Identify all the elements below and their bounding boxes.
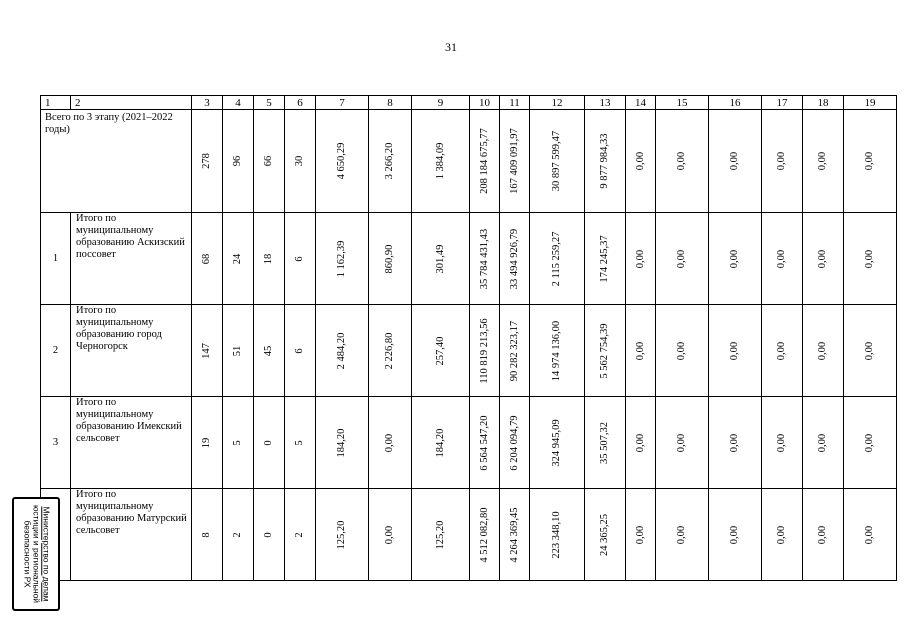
column-number-cell: 7 [316, 96, 369, 110]
value-cell [369, 397, 412, 489]
value-text: 0,00 [817, 433, 828, 452]
row-index: 3 [41, 397, 71, 489]
column-number-cell: 12 [530, 96, 585, 110]
value-text: 6 204 094,79 [508, 414, 520, 471]
value-text: 0,00 [864, 341, 875, 360]
value-text: 35 507,32 [599, 421, 610, 464]
value-cell [762, 305, 803, 397]
value-text: 5 [294, 439, 305, 446]
value-text: 0,00 [676, 249, 687, 268]
value-text: 4 650,29 [336, 142, 347, 180]
value-text: 110 819 213,56 [478, 317, 490, 384]
value-text: 174 245,37 [599, 234, 610, 283]
column-number-cell: 8 [369, 96, 412, 110]
value-cell [412, 397, 470, 489]
value-text: 257,40 [434, 336, 446, 365]
ministry-stamp [12, 497, 60, 611]
value-cell [803, 213, 844, 305]
value-text: 184,20 [434, 428, 446, 457]
column-number-cell: 6 [285, 96, 316, 110]
value-cell [192, 397, 223, 489]
value-text: 0,00 [776, 525, 787, 544]
value-text: 35 784 431,43 [478, 228, 490, 289]
value-cell [803, 110, 844, 213]
value-text: 0,00 [729, 151, 740, 171]
value-cell [803, 489, 844, 581]
value-cell [626, 305, 656, 397]
column-number-cell: 19 [844, 96, 897, 110]
value-text: 24 [232, 253, 243, 264]
value-text: 96 [232, 155, 243, 167]
value-cell [192, 305, 223, 397]
value-text: 0,00 [634, 249, 646, 268]
row-name: Итого по муниципальному образованию Аскизский поссовет [71, 213, 192, 305]
value-text: 0,00 [729, 433, 740, 452]
value-text: 6 [294, 347, 305, 354]
value-cell [844, 305, 897, 397]
value-cell [762, 213, 803, 305]
value-text: 0,00 [817, 525, 828, 544]
value-text: 0,00 [817, 249, 828, 268]
value-cell [369, 213, 412, 305]
value-text: 278 [201, 153, 212, 169]
value-cell [762, 110, 803, 213]
value-cell [709, 489, 762, 581]
value-cell [626, 110, 656, 213]
value-text: 0,00 [676, 341, 687, 360]
value-cell [412, 305, 470, 397]
value-cell [254, 489, 285, 581]
value-text: 147 [201, 342, 212, 359]
value-cell [844, 397, 897, 489]
value-text: 8 [201, 531, 212, 538]
column-number-cell: 3 [192, 96, 223, 110]
value-cell [285, 110, 316, 213]
value-cell [585, 489, 626, 581]
value-cell [254, 213, 285, 305]
value-text: 0,00 [729, 341, 740, 360]
value-cell [254, 110, 285, 213]
value-text: 18 [263, 253, 274, 264]
value-text: 184,20 [336, 428, 347, 457]
value-cell [223, 110, 254, 213]
value-text: 4 512 082,80 [478, 506, 490, 563]
value-text: 9 877 984,33 [599, 133, 610, 189]
value-text: 90 282 323,17 [508, 320, 520, 381]
value-cell [709, 397, 762, 489]
value-text: 223 348,10 [551, 510, 562, 559]
value-cell [762, 397, 803, 489]
table-row [41, 305, 897, 397]
value-text: 2 [294, 531, 305, 538]
value-text: 0,00 [729, 249, 740, 268]
value-cell [500, 305, 530, 397]
value-text: 301,49 [434, 244, 446, 273]
value-cell [656, 489, 709, 581]
value-cell [254, 305, 285, 397]
value-cell [316, 489, 369, 581]
value-cell [585, 305, 626, 397]
value-cell [803, 305, 844, 397]
budget-table [40, 95, 897, 581]
header-row [41, 96, 897, 110]
value-cell [285, 213, 316, 305]
value-cell [762, 489, 803, 581]
value-cell [254, 397, 285, 489]
value-text: 0,00 [676, 433, 687, 452]
value-cell [844, 489, 897, 581]
total-label: Всего по 3 этапу (2021–2022 годы) [41, 110, 192, 213]
value-text: 14 974 136,00 [551, 320, 562, 381]
value-cell [500, 110, 530, 213]
value-cell [470, 305, 500, 397]
value-cell [844, 213, 897, 305]
row-name: Итого по муниципальному образованию Имекский сельсовет [71, 397, 192, 489]
value-text: 1 162,39 [336, 240, 347, 277]
value-cell [500, 489, 530, 581]
value-cell [192, 110, 223, 213]
value-cell [316, 213, 369, 305]
value-text: 0,00 [729, 525, 740, 544]
value-cell [709, 110, 762, 213]
value-text: 45 [263, 345, 274, 356]
value-cell [709, 213, 762, 305]
row-name: Итого по муниципальному образованию Матурский сельсовет [71, 489, 192, 581]
value-cell [585, 213, 626, 305]
value-text: 2 [232, 531, 243, 538]
value-text: 208 184 675,77 [478, 128, 490, 194]
value-text: 125,20 [336, 520, 347, 549]
value-text: 0,00 [864, 249, 875, 268]
table-row [41, 397, 897, 489]
value-text: 1 384,09 [434, 142, 446, 180]
column-number-cell: 17 [762, 96, 803, 110]
value-text: 860,90 [384, 244, 395, 273]
column-number-cell: 11 [500, 96, 530, 110]
value-text: 33 494 926,79 [508, 228, 520, 289]
row-name: Итого по муниципальному образованию город Черногорск [71, 305, 192, 397]
column-number-cell: 9 [412, 96, 470, 110]
value-cell [500, 397, 530, 489]
value-cell [709, 305, 762, 397]
value-cell [369, 489, 412, 581]
value-cell [656, 305, 709, 397]
value-cell [626, 397, 656, 489]
value-cell [316, 110, 369, 213]
value-cell [223, 305, 254, 397]
value-text: 0,00 [776, 341, 787, 360]
value-cell [316, 397, 369, 489]
value-cell [585, 397, 626, 489]
page-number: 31 [445, 40, 457, 54]
value-text: 66 [263, 155, 274, 167]
value-text: 0 [263, 531, 274, 538]
table-row [41, 213, 897, 305]
stamp-line: юстиции и региональной [31, 504, 42, 604]
value-cell [192, 489, 223, 581]
value-text: 0,00 [634, 433, 646, 452]
column-number-cell: 5 [254, 96, 285, 110]
value-text: 0,00 [864, 151, 875, 171]
value-text: 30 [294, 155, 305, 167]
column-number-cell: 16 [709, 96, 762, 110]
value-cell [412, 489, 470, 581]
value-cell [530, 397, 585, 489]
column-number-cell: 10 [470, 96, 500, 110]
stamp-line: Министерство по делам [41, 506, 52, 602]
value-text: 30 897 599,47 [551, 130, 562, 192]
value-text: 0,00 [776, 433, 787, 452]
value-cell [530, 110, 585, 213]
total-row [41, 110, 897, 213]
column-number-cell: 4 [223, 96, 254, 110]
value-text: 2 115 259,27 [551, 231, 562, 286]
value-cell [656, 213, 709, 305]
value-text: 0,00 [776, 151, 787, 171]
value-text: 0 [263, 439, 274, 446]
stamp-line: безопасности РХ [22, 520, 33, 588]
column-number-cell: 18 [803, 96, 844, 110]
row-index: 2 [41, 305, 71, 397]
value-cell [369, 110, 412, 213]
value-cell [470, 213, 500, 305]
value-text: 51 [232, 345, 243, 356]
value-cell [803, 397, 844, 489]
table-row [41, 489, 897, 581]
value-text: 6 564 547,20 [478, 414, 490, 471]
value-text: 0,00 [676, 151, 687, 171]
value-cell [223, 489, 254, 581]
value-cell [470, 110, 500, 213]
value-text: 5 562 754,39 [599, 322, 610, 379]
value-text: 19 [201, 437, 212, 448]
value-cell [656, 397, 709, 489]
value-text: 324 945,09 [551, 418, 562, 467]
value-cell [656, 110, 709, 213]
value-cell [470, 489, 500, 581]
value-text: 68 [201, 253, 212, 264]
value-cell [500, 213, 530, 305]
value-cell [223, 213, 254, 305]
value-text: 0,00 [776, 249, 787, 268]
value-text: 2 226,80 [384, 332, 395, 369]
value-cell [316, 305, 369, 397]
value-text: 167 409 091,97 [508, 128, 520, 194]
value-text: 0,00 [864, 433, 875, 452]
value-cell [530, 489, 585, 581]
value-cell [285, 397, 316, 489]
value-text: 3 266,20 [384, 142, 395, 180]
value-cell [844, 110, 897, 213]
value-text: 4 264 369,45 [508, 506, 520, 563]
value-cell [285, 489, 316, 581]
value-text: 6 [294, 255, 305, 262]
value-cell [412, 213, 470, 305]
column-number-cell: 13 [585, 96, 626, 110]
value-text: 24 365,25 [599, 513, 610, 556]
value-text: 0,00 [676, 525, 687, 544]
value-text: 0,00 [864, 525, 875, 544]
value-cell [192, 213, 223, 305]
value-cell [626, 489, 656, 581]
value-text: 0,00 [634, 341, 646, 360]
value-text: 0,00 [817, 341, 828, 360]
value-cell [530, 305, 585, 397]
column-number-cell: 15 [656, 96, 709, 110]
value-text: 0,00 [384, 433, 395, 452]
value-text: 0,00 [817, 151, 828, 171]
value-text: 0,00 [634, 525, 646, 544]
column-number-cell: 2 [71, 96, 192, 110]
value-cell [285, 305, 316, 397]
value-cell [585, 110, 626, 213]
value-text: 125,20 [434, 520, 446, 549]
row-index: 1 [41, 213, 71, 305]
value-text: 2 484,20 [336, 332, 347, 369]
value-text: 5 [232, 439, 243, 446]
value-cell [470, 397, 500, 489]
value-cell [223, 397, 254, 489]
value-cell [412, 110, 470, 213]
column-number-cell: 14 [626, 96, 656, 110]
value-cell [369, 305, 412, 397]
column-number-cell: 1 [41, 96, 71, 110]
value-cell [530, 213, 585, 305]
value-text: 0,00 [634, 151, 646, 171]
value-cell [626, 213, 656, 305]
value-text: 0,00 [384, 525, 395, 544]
